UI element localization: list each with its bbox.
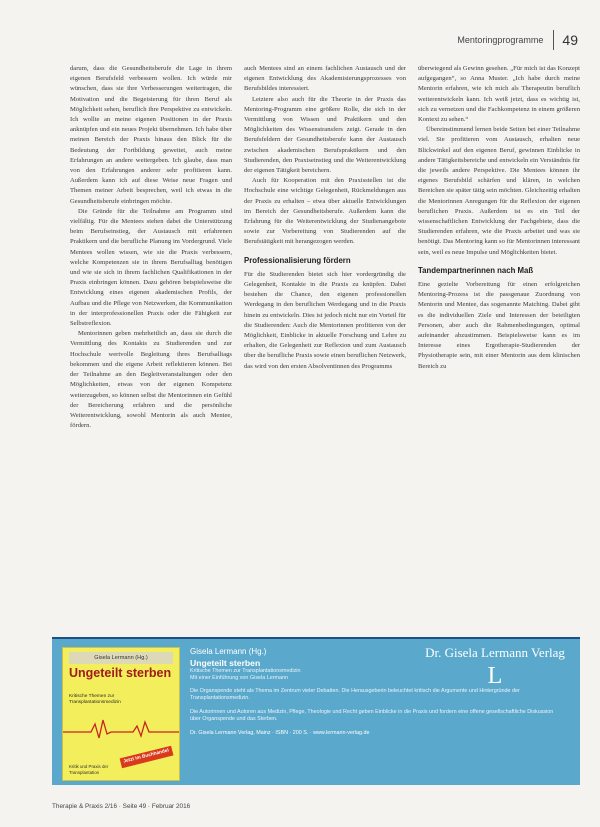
paragraph: Die Gründe für die Teilnahme am Programm sind vielfältig. Für die Mentees stehen dabei die Unterstützung beim Berufseinstieg, der Austausch mit erfahrenen Praktikern und die berufliche Planung im Vordergrund. Viele Mentees wollen wissen, wie sie die Praxis verbessern, welche Kompetenzen sie in ihrem Berufsalltag benötigen und wie sie sich in ihrem fachlichen Qualifikationen in der Praxis einbringen können. Dazu gehören beispielsweise die Entwicklung eines eigenen akademischen Profils, der Aufbau und die Pflege von Netzwerken, die Kommunikation in der interprofessionellen Praxis oder die Fähigkeit zur Selbstreflexion. (70, 207, 232, 328)
ecg-line-icon (63, 718, 179, 740)
ad-description: Die Organspende steht als Thema im Zentrum vieler Debatten. Die Herausgeberin beleuchtet kritisch die Argumente und Hintergründe der Transplantationsmedizin. (190, 688, 520, 702)
ad-title: Ungeteilt sterben (190, 658, 261, 668)
subheading: Tandempartnerinnen nach Maß (418, 265, 534, 275)
section-label: Mentoringprogramme (457, 35, 544, 45)
column-1 (70, 64, 232, 620)
book-advertisement (52, 637, 580, 785)
ad-author: Gisela Lermann (Hg.) (190, 647, 267, 656)
ad-meta: Mit einer Einführung von Gisela Lermann (190, 675, 288, 681)
paragraph: Letztere also auch für die Theorie in der Praxis das Mentoring-Programm eine größere Rolle, die sich in der Vermittlung von Wissen und Praktikern und den Möglichkeiten des Wissenstransfers zeigt. Gerade in den Berufsfeldern der Gesundheitsberufe kann der Austausch zwischen akademischen Berufspraktikern und den Studierenden, den Praxiseinstieg und die Weiterentwicklung der eigenen Tätigkeit bereichern. (244, 95, 406, 175)
publisher-name: Dr. Gisela Lermann Verlag (425, 645, 565, 660)
book-author: Gisela Lermann (Hg.) (94, 655, 148, 661)
ad-order-info: Dr. Gisela Lermann Verlag, Mainz · ISBN · 200 S. · www.lermann-verlag.de (190, 729, 370, 736)
page-footer: Therapie & Praxis 2/16 · Seite 49 · Februar 2016 (52, 803, 191, 810)
publisher-mark-icon: L (487, 663, 503, 689)
book-author-band (69, 652, 173, 664)
book-badge: Jetzt im Buchhandel (120, 746, 173, 768)
book-title: Ungeteilt sterben (69, 666, 172, 680)
ad-subtitle: Kritische Themen zur Transplantationsmedizin (190, 668, 301, 674)
header-divider (553, 30, 554, 50)
publisher-logo (420, 645, 570, 690)
page-header (457, 30, 578, 50)
page-number: 49 (562, 32, 578, 48)
ad-bio: Die Autorinnen und Autoren aus Medizin, Pflege, Theologie und Recht geben Einblicke in die Praxis und fordern eine offene gesellschaftliche Diskussion über Organspende und das Sterben. (190, 708, 554, 723)
book-cover (62, 647, 180, 781)
paragraph: Eine gezielte Vorbereitung für einen erfolgreichen Mentoring-Prozess ist die passgenaue Zuordnung von Mentorin und Mentee, das sogenannte Matching. Dabei gibt es die individuellen Ziele und Interessen der beteiligten Personen, aber auch die Rahmenbedingungen, optimal aufeinander abzustimmen. Beispielsweise kann es im Interesse eines Ergotherapie-Studierenden der Physiotherapie sein, mit einer Mentorin aus dem klinischen Bereich zu (418, 281, 580, 370)
column-2 (244, 64, 406, 620)
column-3 (418, 64, 580, 620)
article-body (70, 64, 580, 620)
paragraph: Übereinstimmend lernen beide Seiten bei einer Teilnahme viel. Sie profitieren vom Austausch, erhalten neue Blickwinkel auf den eigenen Beruf, gewinnen Einblicke in andere Tätigkeitsbereiche und entwickeln ein Verständnis für die jeweils andere Perspektive. Die Mentees können ihr eigenes Berufsbild schärfen und klären, in welchen Bereichen sie später tätig sein möchten. Gleichzeitig erhalten die Mentorinnen Anregungen für die Reflexion der eigenen beruflichen Praxis. Außerdem ist es ein Teil der wissenschaftlichen Entwicklung der Fachgebiete, dass die Studierenden erfahren, wie die Praxis arbeitet und was sie benötigt. Das Mentoring kann so für Mentorinnen interessant sein, weil es neue Impulse und Möglichkeiten bietet. (418, 126, 580, 256)
book-subtitle: Kritische Themen zur Transplantationsmedizin (69, 694, 121, 705)
book-series: Kritik und Praxis der Transplantation (69, 764, 109, 775)
paragraph: überwiegend als Gewinn gesehen. „Für mich ist das Konzept aufgegangen“, so Anna Muster. „Ich habe durch meine Mentorin erfahren, wie ich mich als Therapeutin beruflich weiterentwickeln kann. Ich weiß jetzt, dass es wichtig ist, sich zu vernetzen und die Fachkompetenz in einem größeren Kontext zu sehen.“ (418, 65, 580, 124)
paragraph: darum, dass die Gesundheitsberufe die Lage in ihrem eigenen Berufsfeld verbessern wollen. Ich würde mir wünschen, dass sie ihre Verbesserungen weitertragen, die Motivation und die Begeisterung für ihren Beruf als Möglichkeit sehen, beruflich ihre Perspektive zu entwickeln. Ich wollte an meine eigenen Positionen in der Praxis anknüpfen und ein neues Projekt übernehmen. Ich habe über meinen Bereich der Praxis hinaus den Blick für die Bedeutung der Fortbildung geweitet, auch meine Erfahrungen an andere weitergeben. Ich glaube, dass man von den Erfahrungen anderer sehr profitieren kann. Außerdem kann ich auf diese Weise neue Fragen und Themen meiner Arbeit besprechen, weil ich etwas in die Gesundheitsberufe einbringen möchte. (70, 65, 232, 205)
paragraph: Mentorinnen geben mehrheitlich an, dass sie durch die Vermittlung des Kontakts zu Studierenden und zur Hochschule wertvolle Begleitung ihres Berufsalltags bekommen und die eigene Arbeit reflektieren können. Bei der Teilnahme an den Begleitveranstaltungen oder den Möglichkeiten, etwas von der eigenen Kompetenz weiterzugeben, so können selbst die Mentorinnen ein Gefühl der Bereicherung erfahren und die persönliche Weiterentwicklung, sowohl Mentorin als auch Mentee, fördern. (70, 330, 232, 430)
paragraph: Auch für Kooperation mit den Praxisstellen ist die Hochschule eine wichtige Gelegenheit, Rückmeldungen aus der Praxis zu erhalten – etwa über aktuelle Entwicklungen im Bereich der Gesundheitsberufe. Außerdem kann die Erfahrung für die Weiterentwicklung der Studienangebote sowie zur Vorbereitung von Studierenden auf die Berufstätigkeit mit herangezogen werden. (244, 177, 406, 246)
paragraph: Für die Studierenden bietet sich hier vordergründig die Gelegenheit, Kontakte in die Praxis zu knüpfen. Dabei bestehen die Chance, den eigenen professionellen Werdegang in den beruflichen Werdegang und in die Praxis hinein zu entwickeln. Dies ist jedoch nicht nur ein Vorteil für die Studierenden: Auch die Mentorinnen profitieren von der Möglichkeit, Einblicke in aktuelle Forschung und Lehre zu erhalten, die Gelegenheit zur Reflexion und zum Austausch über die berufliche Praxis sowie einen beruflichen Netzwerk, das wird von den ersten Absolventinnen des Programms (244, 270, 406, 370)
subheading: Professionalisierung fördern (244, 255, 351, 265)
paragraph: auch Mentees sind an einem fachlichen Austausch und der eigenen Entwicklung des Akademisierungsprozesses von Berufsbildes interessiert. (244, 65, 406, 93)
